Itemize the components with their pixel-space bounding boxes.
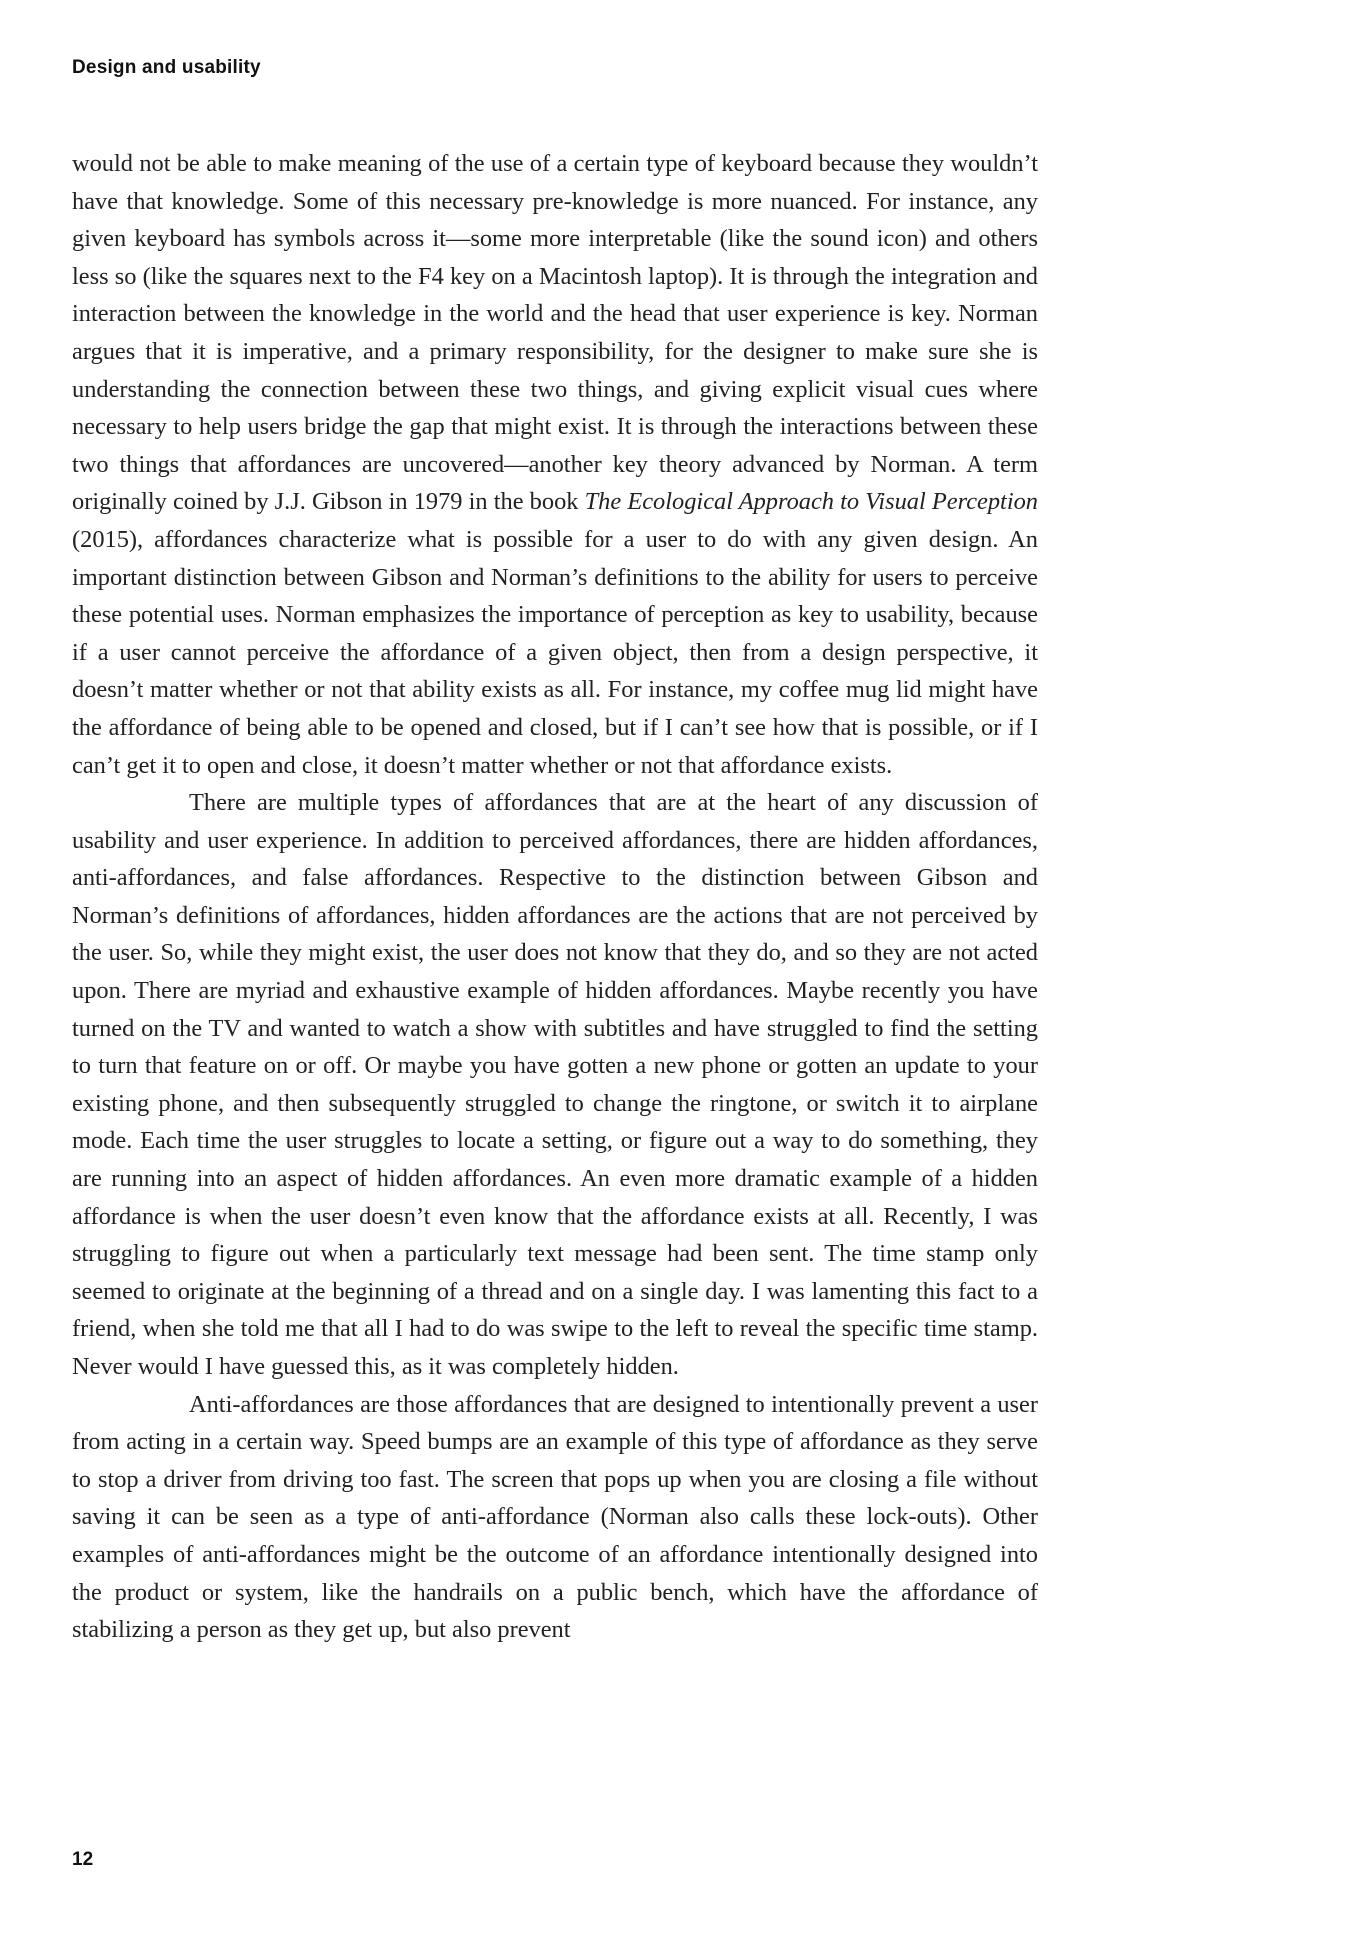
page-number: 12 [72,1849,94,1870]
body-text [72,145,1038,1649]
paragraph-2: There are multiple types of affordances that are at the heart of any discussion of usability and user experience. In addition to perceived affordances, there are hidden affordances, anti-affordances, and false affordances. Respective to the distinction between Gibson and Norman’s definitions of affordances, hidden affordances are the actions that are not perceived by the user. So, while they might exist, the user does not know that they do, and so they are not acted upon. There are myriad and exhaustive example of hidden affordances. Maybe recently you have turned on the TV and wanted to watch a show with subtitles and have struggled to find the setting to turn that feature on or off. Or maybe you have gotten a new phone or gotten an update to your existing phone, and then subsequently struggled to change the ringtone, or switch it to airplane mode. Each time the user struggles to locate a setting, or figure out a way to do something, they are running into an aspect of hidden affordances. An even more dramatic example of a hidden affordance is when the user doesn’t even know that the affordance exists at all. Recently, I was struggling to figure out when a particularly text message had been sent. The time stamp only seemed to originate at the beginning of a thread and on a single day. I was lamenting this fact to a friend, when she told me that all I had to do was swipe to the left to reveal the specific time stamp. Never would I have guessed this, as it was completely hidden. [72,789,1038,1380]
book-title: The Ecological Approach to Visual Perception [584,488,1039,516]
paragraph-1 [72,145,1038,784]
running-head: Design and usability [72,57,261,78]
paragraph-3: Anti-affordances are those affordances that are designed to intentionally prevent a user from acting in a certain way. Speed bumps are an example of this type of affordance as they serve to stop a driver from driving too fast. The screen that pops up when you are closing a file without saving it can be seen as a type of anti-affordance (Norman also calls these lock-outs). Other examples of anti-affordances might be the outcome of an affordance intentionally designed into the product or system, like the handrails on a public bench, which have the affordance of stabilizing a person as they get up, but also prevent [72,1390,1038,1644]
paragraph-1-text-b: (2015), affordances characterize what is possible for a user to do with any given design. An important distinction between Gibson and Norman’s definitions to the ability for users to perceive these potential uses. Norman emphasizes the importance of perception as key to usability, because if a user cannot perceive the affordance of a given object, then from a design perspective, it doesn’t matter whether or not that ability exists as all. For instance, my coffee mug lid might have the affordance of being able to be opened and closed, but if I can’t see how that is possible, or if I can’t get it to open and close, it doesn’t matter whether or not that affordance exists. [72,525,1038,779]
paragraph-1-text-a: would not be able to make meaning of the use of a certain type of keyboard because they wouldn’t have that knowledge. Some of this necessary pre-knowledge is more nuanced. For instance, any given keyboard has symbols across it—some more interpretable (like the sound icon) and others less so (like the squares next to the F4 key on a Macintosh laptop). It is through the integration and interaction between the knowledge in the world and the head that user experience is key. Norman argues that it is imperative, and a primary responsibility, for the designer to make sure she is understanding the connection between these two things, and giving explicit visual cues where necessary to help users bridge the gap that might exist. It is through the interactions between these two things that affordances are uncovered—another key theory advanced by Norman. A term originally coined by J.J. Gibson in 1979 in the book [72,150,1038,516]
